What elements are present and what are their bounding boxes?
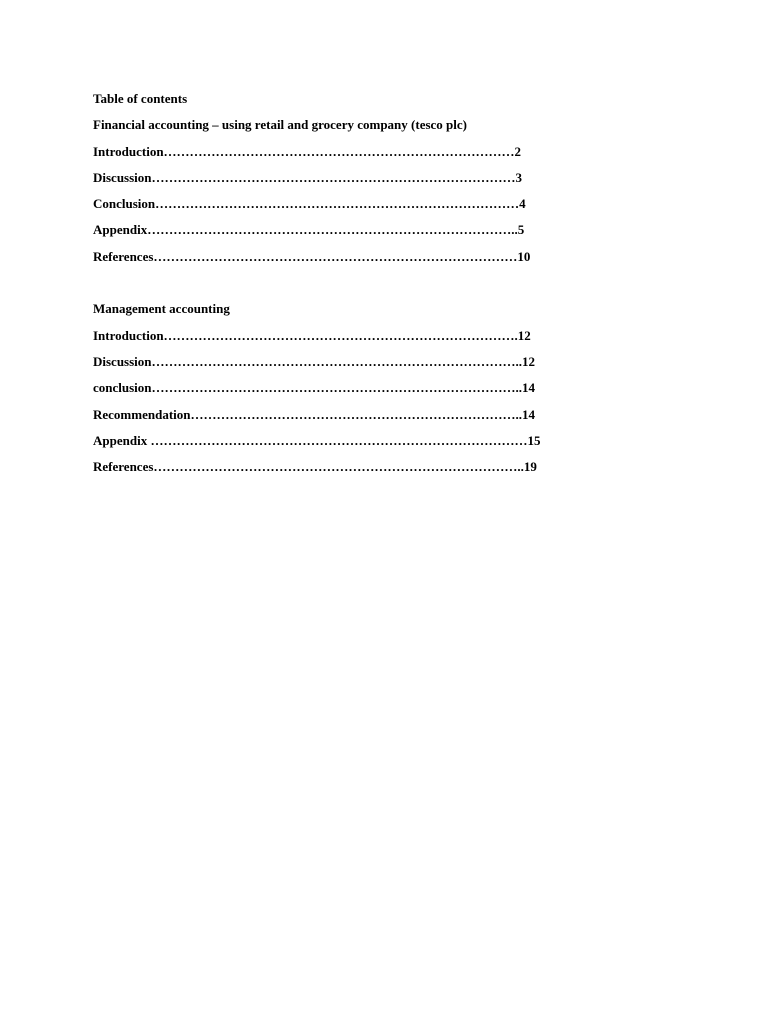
toc-entry-financial-discussion: Discussion…………………………………………………………………………3 (93, 169, 523, 185)
toc-entry-financial-appendix: Appendix…………………………………………………………………………..5 (93, 222, 525, 238)
toc-entry-management-introduction: Introduction……………………………………………………………………….12 (93, 327, 531, 343)
toc-entry-management-recommendation: Recommendation…………………………………………………………………..14 (93, 406, 535, 422)
toc-entry-management-conclusion: conclusion…………………………………………………………………………..14 (93, 380, 536, 396)
management-section-title: Management accounting (93, 301, 230, 317)
toc-entry-management-discussion: Discussion…………………………………………………………………………..12 (93, 353, 536, 369)
toc-entry-financial-conclusion: Conclusion…………………………………………………………………………4 (93, 196, 526, 212)
toc-entry-management-references: References…………………………………………………………………………..19 (93, 459, 537, 475)
financial-section-title: Financial accounting – using retail and grocery company (tesco plc) (93, 117, 467, 133)
toc-entry-financial-introduction: Introduction………………………………………………………………………2 (93, 143, 522, 159)
toc-heading: Table of contents (93, 91, 188, 106)
section-spacer (93, 270, 593, 296)
toc-entry-management-appendix: Appendix ……………………………………………………………………………15 (93, 432, 541, 448)
toc-entry-financial-references: References…………………………………………………………………………10 (93, 248, 531, 264)
table-of-contents (93, 86, 593, 480)
